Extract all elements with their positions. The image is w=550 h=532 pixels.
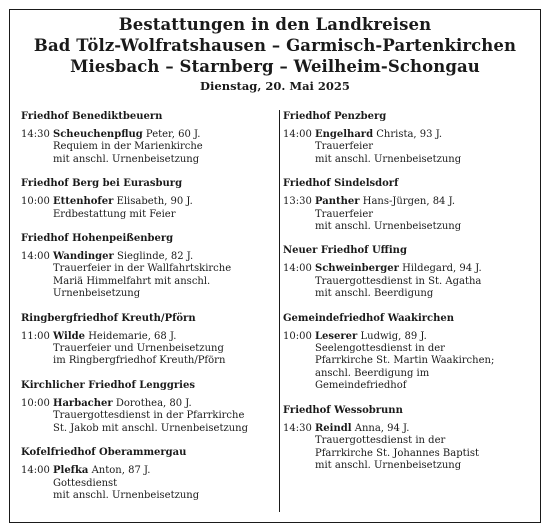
ceremony-description: Gottesdienst [53,477,118,489]
ceremony-description: mit anschl. Urnenbeisetzung [315,153,462,165]
burial-details [315,263,538,300]
deceased-name-line [315,129,538,141]
ceremony-description: St. Jakob mit anschl. Urnenbeisetzung [53,422,249,434]
column-divider [279,110,280,512]
deceased-given-name-age: Dorothea, 80 J. [115,397,192,409]
cemetery-title: Friedhof Wessobrunn [283,404,403,416]
deceased-given-name-age: Anna, 94 J. [354,422,410,434]
deceased-surname: Panther [315,196,360,208]
ceremony-description: mit anschl. Urnenbeisetzung [53,153,200,165]
header-date: Dienstag, 20. Mai 2025 [200,79,350,93]
deceased-surname: Wandinger [53,251,114,263]
cemetery-section [21,232,276,301]
deceased-given-name-age: Anton, 87 J. [91,465,151,477]
deceased-name-line [315,196,538,208]
deceased-surname: Ettenhofer [53,196,114,208]
deceased-given-name-age: Christa, 93 J. [376,129,443,140]
burial-time: 14:30 [21,129,50,140]
ceremony-description: Trauergottesdienst in der [315,435,446,447]
deceased-given-name-age: Peter, 60 J. [145,129,201,140]
cemetery-section [21,379,276,435]
burial-entry [21,196,276,221]
cemetery-title: Friedhof Berg bei Eurasburg [21,178,183,190]
cemetery-section [283,312,538,393]
burial-details [53,196,276,221]
deceased-name-line [53,251,276,263]
ceremony-description: Mariä Himmelfahrt mit anschl. [53,275,211,287]
burial-time: 13:30 [283,196,312,208]
header [0,14,550,94]
burial-time: 10:00 [283,330,312,342]
deceased-name-line [315,263,538,275]
burial-time: 14:00 [283,263,312,275]
cemetery-section [283,404,538,473]
ceremony-description: Trauerfeier [315,208,374,220]
ceremony-description: Gemeindefriedhof [315,380,407,392]
cemetery-title: Ringbergfriedhof Kreuth/Pförn [21,312,196,324]
ceremony-description: mit anschl. Beerdigung [315,288,434,300]
ceremony-description: mit anschl. Urnenbeisetzung [315,459,462,471]
burial-details [315,129,538,166]
deceased-name-line [53,331,276,343]
burial-time: 14:00 [21,465,50,477]
header-line-2: Bad Tölz-Wolfratshausen – Garmisch-Partenkirchen [33,36,517,55]
burial-time: 14:30 [283,422,312,434]
burial-entry [283,129,538,166]
burial-details [315,196,538,233]
cemetery-section [283,110,538,166]
cemetery-title: Kirchlicher Friedhof Lenggries [21,379,195,391]
burial-time: 14:00 [283,129,312,140]
burial-details [315,331,538,393]
deceased-given-name-age: Elisabeth, 90 J. [116,196,193,208]
burial-time: 14:00 [21,251,50,263]
burial-details [53,129,276,166]
cemetery-title: Friedhof Benediktbeuern [21,111,163,122]
deceased-surname: Reindl [315,422,352,434]
deceased-surname: Wilde [53,330,86,342]
right-column [283,110,538,483]
burial-details [53,398,276,435]
deceased-surname: Schweinberger [315,263,399,275]
burial-entry [21,398,276,435]
ceremony-description: Pfarrkirche St. Johannes Baptist [315,447,479,459]
cemetery-section [21,446,276,502]
cemetery-title: Neuer Friedhof Uffing [283,245,407,257]
deceased-given-name-age: Sieglinde, 82 J. [116,251,194,263]
deceased-given-name-age: Ludwig, 89 J. [360,330,427,342]
burial-entry [283,423,538,473]
burial-time: 10:00 [21,397,50,409]
burial-time: 11:00 [21,330,50,342]
deceased-given-name-age: Hans-Jürgen, 84 J. [362,196,456,208]
ceremony-description: Requiem in der Marienkirche [53,141,203,153]
deceased-given-name-age: Hildegard, 94 J. [402,263,482,275]
ceremony-description: mit anschl. Urnenbeisetzung [315,221,462,233]
cemetery-title: Friedhof Penzberg [283,111,387,122]
deceased-surname: Leserer [315,330,358,342]
deceased-name-line [53,398,276,410]
ceremony-description: Trauerfeier und Urnenbeisetzung [53,343,224,355]
deceased-name-line [315,331,538,343]
ceremony-description: anschl. Beerdigung im [315,367,430,379]
deceased-surname: Plefka [53,465,89,477]
deceased-name-line [53,196,276,208]
deceased-surname: Engelhard [315,129,374,140]
burial-details [53,465,276,502]
burial-entry [283,331,538,393]
ceremony-description: Trauergottesdienst in St. Agatha [315,275,482,287]
cemetery-section [283,177,538,233]
deceased-name-line [53,129,276,141]
burial-entry [283,263,538,300]
ceremony-description: Trauerfeier [315,141,374,153]
cemetery-section [283,244,538,300]
burial-details [315,423,538,473]
cemetery-title: Kofelfriedhof Oberammergau [21,447,187,459]
cemetery-title: Friedhof Sindelsdorf [283,178,399,190]
deceased-name-line [53,465,276,477]
burial-entry [21,331,276,368]
burial-entry [283,196,538,233]
burial-entry [21,129,276,166]
deceased-surname: Harbacher [53,397,113,409]
ceremony-description: Trauerfeier in der Wallfahrtskirche [53,263,232,275]
ceremony-description: mit anschl. Urnenbeisetzung [53,489,200,501]
burial-details [53,331,276,368]
ceremony-description: Urnenbeisetzung [53,288,141,300]
left-column [21,110,276,513]
ceremony-description: Erdbestattung mit Feier [53,208,176,220]
cemetery-section [21,312,276,368]
burial-entry [21,251,276,301]
deceased-name-line [315,423,538,435]
ceremony-description: Pfarrkirche St. Martin Waakirchen; [315,355,495,367]
header-line-1: Bestattungen in den Landkreisen [118,15,432,34]
cemetery-title: Friedhof Hohenpeißenberg [21,233,174,245]
cemetery-title: Gemeindefriedhof Waakirchen [283,312,455,324]
ceremony-description: im Ringbergfriedhof Kreuth/Pförn [53,355,226,367]
ceremony-description: Trauergottesdienst in der Pfarrkirche [53,410,245,422]
cemetery-section [21,177,276,221]
burial-details [53,251,276,301]
burial-time: 10:00 [21,196,50,208]
cemetery-section [21,110,276,166]
deceased-surname: Scheuchenpflug [53,129,143,140]
ceremony-description: Seelengottesdienst in der [315,343,445,355]
burial-entry [21,465,276,502]
header-line-3: Miesbach – Starnberg – Weilheim-Schongau [70,57,480,76]
deceased-given-name-age: Heidemarie, 68 J. [88,330,177,342]
